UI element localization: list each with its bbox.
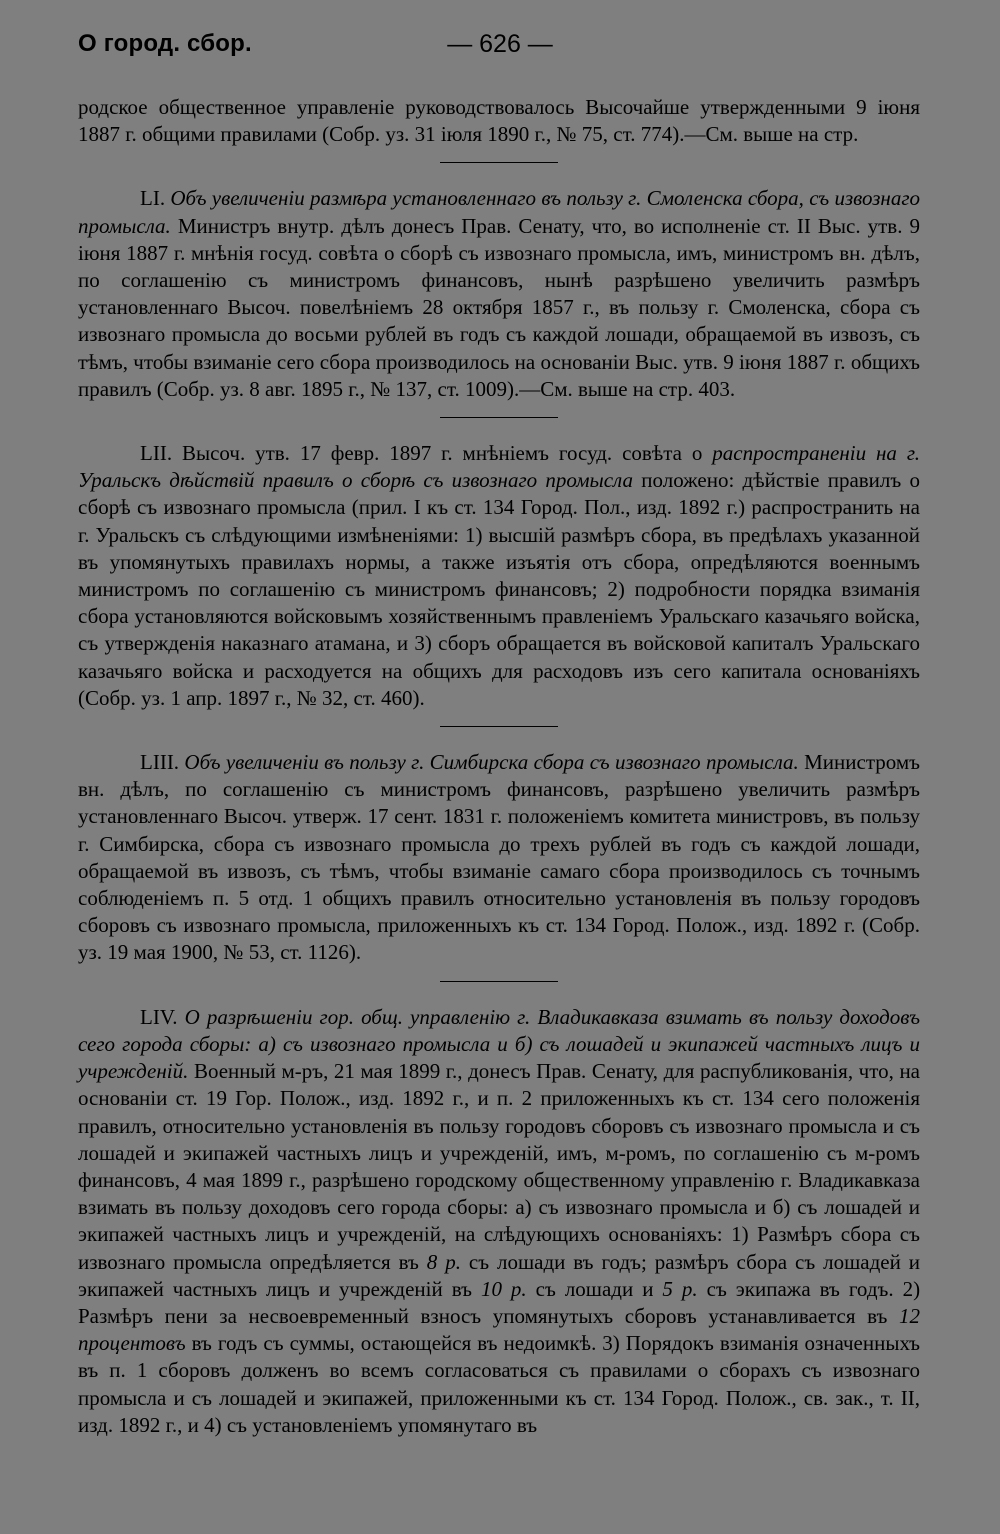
paragraph-continuation [78,94,920,148]
section-text: съ лошади и [535,1276,654,1301]
section-divider [440,981,558,982]
section-text: Министромъ вн. дѣлъ, по соглашенію съ министромъ финансовъ, разрѣшено увеличить размѣръ установленнаго Высоч. утверж. 17 сент. 1831 г. положеніемъ комитета министровъ, въ пользу г. Симбирска, сбора съ извознаго промысла до трехъ рублей въ годъ съ каждой лошади, обращаемой въ извозъ, съ тѣмъ, чтобы взиманіе самаго сбора производилось съ точнымъ соблюденіемъ п. 5 отд. 1 общихъ правилъ относительно установленія въ пользу городовъ сборовъ съ извознаго промысла, приложенныхъ къ ст. 134 Город. Полож., изд. 1892 г. (Собр. уз. 19 мая 1900, № 53, ст. 1126). [78,750,920,965]
section-text: Министръ внутр. дѣлъ донесъ Прав. Сенату, что, во исполненіе ст. II Выс. утв. 9 іюня 1887 г. мнѣнія госуд. совѣта о сборѣ съ извознаго промысла, имъ, министромъ вн. дѣлъ, по соглашенію съ министромъ финансовъ, нынѣ разрѣшено увеличить размѣръ установленнаго Высоч. повелѣніемъ 28 октября 1857 г., въ пользу г. Смоленска, сбора съ извознаго промысла до восьми рублей въ годъ съ каждой лошади, обращаемой въ извозъ, съ тѣмъ, чтобы взиманіе сего сбора производилось на основаніи Выс. утв. 9 іюня 1887 г. общихъ правилъ (Собр. уз. 8 авг. 1895 г., № 137, ст. 1009).—См. выше на стр. 403. [78,213,920,401]
section-text: Военный м-ръ, 21 мая 1899 г., донесъ Прав. Сенату, для распубликованія, что, на основаніи ст. 19 Гор. Полож., изд. 1892 г., и п. 2 приложенныхъ къ ст. 134 сего положенія правилъ, относительно установленія въ пользу городовъ сборовъ съ извознаго промысла и съ лошадей и экипажей частныхъ лицъ и учрежденій, имъ, м-ромъ, по соглашенію съ м-ромъ финансовъ, 4 мая 1899 г., разрѣшено городскому общественному управленію г. Владикавказа взимать въ пользу доходовъ сего города сборы: а) съ извознаго промысла и б) съ лошадей и экипажей частныхъ лицъ и учрежденій, на слѣдующихъ основаніяхъ: 1) Размѣръ сбора съ извознаго промысла опредѣляется въ [78,1059,921,1274]
section-number: LII. [140,441,173,466]
section-text: въ годъ съ суммы, остающейся въ недоимкѣ. 3) Порядокъ взиманія означенныхъ въ п. 1 сборовъ долженъ во всемъ согласоваться съ правилами о сборахъ съ извознаго промысла и съ лошадей и экипажей, приложенными къ ст. 134 Город. Полож., св. зак., т. II, изд. 1892 г., и 4) съ установленіемъ упомянутаго въ [78,1331,920,1437]
section-divider [440,726,558,727]
section-divider [440,162,558,163]
section-intro-text: Высоч. утв. 17 февр. 1897 г. мнѣніемъ госуд. совѣта о [181,441,703,466]
percent-italic: 12 процентовъ [78,1303,920,1356]
section-number: LIII. [140,750,180,775]
section-title-italic: Объ увеличеніи размѣра установленнаго въ пользу г. Смоленска сбора, съ извознаго промысла. [78,186,921,238]
section-text: съ экипажа въ годъ. 2) Размѣръ пени за несвоевременный взносъ упомянутыхъ сборовъ устанавливается въ [78,1276,921,1328]
section-number: LI. [140,186,166,211]
section-title-italic: О разрѣшеніи гор. общ. управленію г. Владикавказа взимать въ пользу доходовъ сего города сборы: а) съ извознаго промысла и б) съ лошадей и экипажей частныхъ лицъ и учрежденій. [78,1004,920,1084]
section-number: LIV. [140,1004,178,1029]
section-title-italic: распространеніи на г. Уральскъ дѣйствій правилъ о сборѣ съ извознаго промысла [78,441,920,493]
amount-italic: 8 р. [426,1249,461,1274]
page-number: — 626 — [447,30,553,58]
amount-italic: 5 р. [662,1276,698,1301]
page-body [78,94,920,1439]
amount-italic: 10 р. [480,1276,527,1301]
page-header [78,30,922,70]
section-title-italic: Объ увеличеніи въ пользу г. Симбирска сбора съ извознаго промысла. [184,750,799,775]
section-text: съ лошади въ годъ; размѣръ сбора съ лошадей и экипажей частныхъ лицъ и учрежденій въ [78,1249,920,1301]
section-divider [440,417,558,418]
section-liii [78,749,920,967]
section-liv [78,1004,920,1439]
section-li [78,185,920,403]
section-title: О город. сбор. [78,30,252,57]
paragraph-text: родское общественное управленіе руководствовалось Высочайше утвержденными 9 іюня 1887 г. общими правилами (Собр. уз. 31 іюля 1890 г., № 75, ст. 774).—См. выше на стр. [78,95,920,147]
section-text: положено: дѣйствіе правилъ о сборѣ съ извознаго промысла (прил. I къ ст. 134 Город. Пол., изд. 1892 г.) распространить на г. Уральскъ съ слѣдующими измѣненіями: 1) высшій размѣръ сбора, въ предѣлахъ указанной въ упомянутыхъ правилахъ нормы, а также изъятія отъ сбора, опредѣляются военнымъ министромъ по соглашенію съ министромъ финансовъ; 2) подробности порядка взиманія сбора установляются войсковымъ хозяйственнымъ правленіемъ Уральскаго казачьяго войска, съ утвержденія наказнаго атамана, и 3) сборъ обращается въ войсковой капиталъ Уральскаго казачьяго войска и расходуется на общихъ для расходовъ изъ сего капитала основаніяхъ (Собр. уз. 1 апр. 1897 г., № 32, ст. 460). [78,468,921,710]
section-lii [78,440,920,712]
